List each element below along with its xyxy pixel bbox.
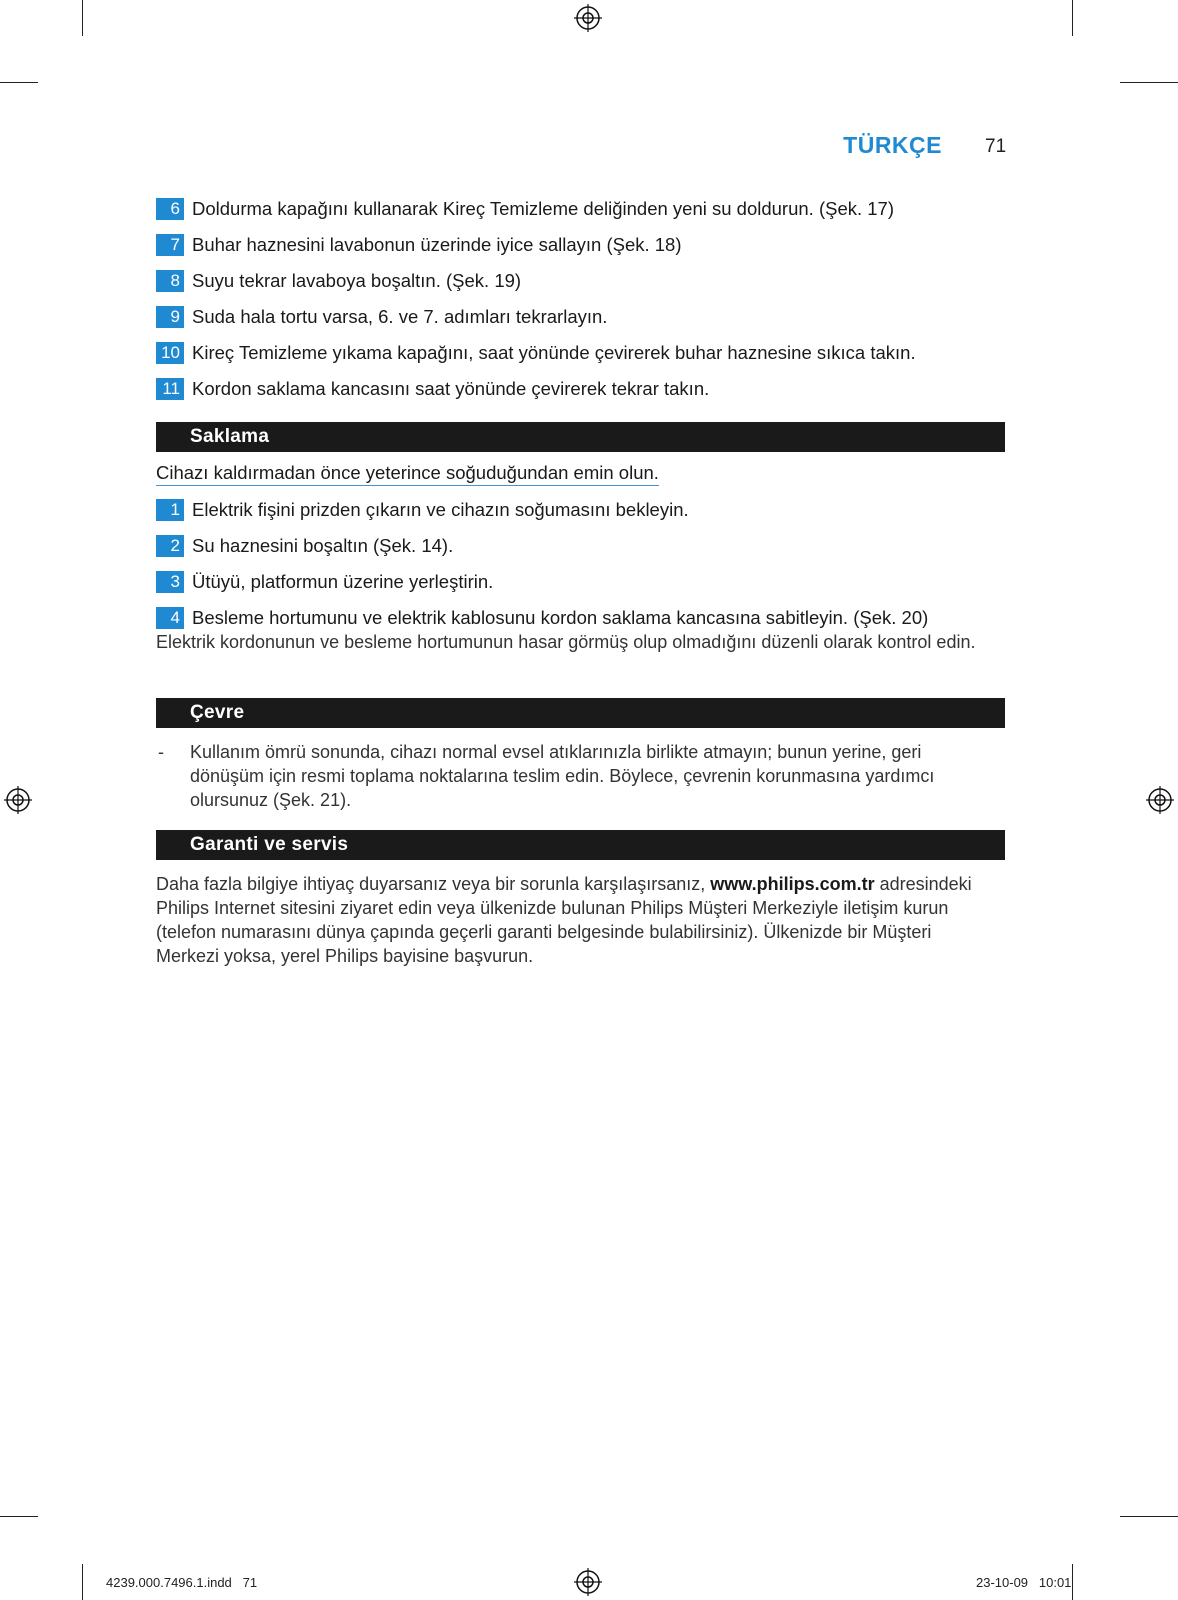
crop-mark <box>1120 82 1178 83</box>
step-item <box>156 377 709 401</box>
section-heading-bar <box>156 422 1005 452</box>
footer-file-info: 4239.000.7496.1.indd 71 <box>106 1575 258 1590</box>
step-number: 9 <box>156 306 184 328</box>
storage-paragraph: Elektrik kordonunun ve besleme hortumunun hasar görmüş olup olmadığını düzenli olarak kontrol edin. <box>156 632 976 652</box>
storage-note: Cihazı kaldırmadan önce yeterince soğuduğundan emin olun. <box>156 462 659 486</box>
warranty-text-end: adresindeki Philips Internet sitesini ziyaret edin veya ülkenizde bulunan Philips Müşteri Merkeziyle iletişim kurun (telefon numarasını dünya çapında geçerli garanti belgesinde bulabilirsiniz). Ülkenizde bir Müşteri Merkezi yoksa, yerel Philips bayisine başvurun. <box>156 874 972 966</box>
environment-paragraph: Kullanım ömrü sonunda, cihazı normal evsel atıklarınızla birlikte atmayın; bunun yerine, geri dönüşüm için resmi toplama noktalarına teslim edin. Böylece, çevrenin korunmasına yardımcı olursunuz (Şek. 21). <box>190 742 935 810</box>
philips-website-link[interactable]: www.philips.com.tr <box>710 874 875 894</box>
step-text: Buhar haznesini lavabonun üzerinde iyice sallayın (Şek. 18) <box>192 234 682 255</box>
step-text: Kireç Temizleme yıkama kapağını, saat yönünde çevirerek buhar haznesine sıkıca takın. <box>192 342 916 363</box>
footer-date: 23-10-09 10:01 <box>976 1575 1072 1590</box>
step-number: 6 <box>156 198 184 220</box>
step-number: 10 <box>156 342 184 364</box>
step-text: Ütüyü, platformun üzerine yerleştirin. <box>192 571 494 592</box>
registration-mark-icon <box>574 4 602 32</box>
section-heading: Çevre <box>190 702 245 723</box>
crop-mark <box>82 0 83 36</box>
warranty-paragraph <box>156 872 996 968</box>
step-number: 8 <box>156 270 184 292</box>
step-item <box>156 570 493 594</box>
warranty-text-start: Daha fazla bilgiye ihtiyaç duyarsanız veya bir sorunla karşılaşırsanız, <box>156 874 711 894</box>
step-item <box>156 498 689 522</box>
bullet-dash: - <box>158 742 164 762</box>
step-text: Suda hala tortu varsa, 6. ve 7. adımları tekrarlayın. <box>192 306 608 327</box>
section-heading-bar <box>156 830 1005 860</box>
step-number: 4 <box>156 607 184 629</box>
step-item <box>156 305 607 329</box>
crop-mark <box>0 82 38 83</box>
crop-mark <box>82 1564 83 1600</box>
step-item <box>156 341 916 365</box>
step-text: Besleme hortumunu ve elektrik kablosunu kordon saklama kancasına sabitleyin. (Şek. 20) <box>192 607 929 628</box>
language-heading: TÜRKÇE <box>843 132 942 158</box>
crop-mark <box>0 1516 38 1517</box>
step-item <box>156 197 894 221</box>
step-number: 7 <box>156 234 184 256</box>
step-text: Kordon saklama kancasını saat yönünde çevirerek tekrar takın. <box>192 378 710 399</box>
crop-mark <box>1072 1564 1073 1600</box>
section-heading-bar <box>156 698 1005 728</box>
step-number: 1 <box>156 499 184 521</box>
step-number: 11 <box>156 378 184 400</box>
step-item <box>156 269 521 293</box>
crop-mark <box>1120 1516 1178 1517</box>
section-heading: Saklama <box>190 426 270 447</box>
step-text: Elektrik fişini prizden çıkarın ve cihazın soğumasını bekleyin. <box>192 499 689 520</box>
step-text: Suyu tekrar lavaboya boşaltın. (Şek. 19) <box>192 270 522 291</box>
crop-mark <box>1072 0 1073 36</box>
step-item <box>156 233 682 257</box>
step-text: Su haznesini boşaltın (Şek. 14). <box>192 535 454 556</box>
registration-mark-icon <box>4 786 32 814</box>
section-heading: Garanti ve servis <box>190 834 349 855</box>
page-number: 71 <box>985 136 1007 157</box>
step-text: Doldurma kapağını kullanarak Kireç Temizleme deliğinden yeni su doldurun. (Şek. 17) <box>192 198 895 219</box>
step-number: 2 <box>156 535 184 557</box>
registration-mark-icon <box>1146 786 1174 814</box>
step-number: 3 <box>156 571 184 593</box>
step-item <box>156 534 453 558</box>
step-item <box>156 606 928 630</box>
registration-mark-icon <box>574 1568 602 1596</box>
